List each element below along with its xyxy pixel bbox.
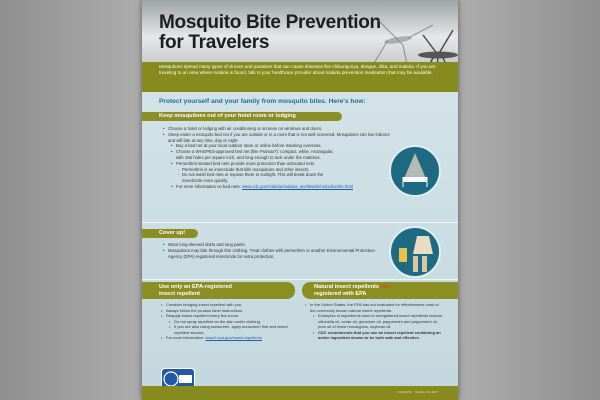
list-item: • For more information: www2.epa.gov/insect-repellents [160, 335, 298, 341]
footer-text: CS123456 October 26, 2017 [397, 390, 438, 394]
list-item: • Choose a hotel or lodging with air conditioning or screens on windows and doors. [162, 126, 392, 132]
list-item: • Buy a bed net at your local outdoor store or online before traveling overseas. [162, 143, 392, 149]
list-item: • Examples of ingredients used in unregistered insect repellents include: citronella oil, cedar oil, geranium oil, peppermint and peppermint oil, pure oil of lemon eucalyptus, soybean oil. [304, 313, 444, 330]
section-heading-lodging: Keep mosquitoes out of your hotel room or lodging [142, 112, 342, 121]
list-item: • Do not spray repellent on the skin under clothing. [160, 319, 298, 325]
section-heading-cover-up: Cover up! [142, 229, 198, 238]
list-item: • Sleep under a mosquito bed net if you are outside or in a room that is not well screened. Mosquitoes can live indoors and will bite at any time, day or night. [162, 132, 392, 144]
list-item: • For more information on bed nets: www.cdc.gov/malaria/malaria_worldwide/reduction/itn.html [162, 184, 392, 190]
clothing-spray-icon [389, 226, 441, 278]
list-item: • Mosquitoes may bite through thin clothing. Treat clothes with permethrin or another Environmental Protection Agency (EPA) registered insecticide for extra protection. [162, 248, 382, 260]
intro-text: Mosquitoes spread many types of viruses and parasites that can cause diseases like chikungunya, dengue, Zika, and malaria. If you are traveling to an area where malaria is found, talk to your healthcare provider about malaria prevention medication that may be available. [142, 62, 458, 92]
list-item: - Permethrin is an insecticide that kills mosquitoes and other insects. [162, 167, 392, 173]
list-item: • Reapply insect repellent every few hours. [160, 313, 298, 319]
list-item: - Do not wash bed nets or expose them to sunlight. This will break down the insecticide more quickly. [162, 172, 342, 184]
list-item: • If you are also using sunscreen, apply sunscreen first and insect repellent second. [160, 324, 298, 335]
list-item: • Permethrin-treated bed nets provide more protection than untreated nets. [162, 161, 392, 167]
bed-nets-link[interactable]: www.cdc.gov/malaria/malaria_worldwide/reduction/itn.html [241, 183, 353, 189]
list-item: • Consider bringing insect repellent with you. [160, 302, 298, 308]
list-item: • Wear long-sleeved shirts and long pants. [162, 242, 382, 248]
protect-heading: Protect yourself and your family from mosquito bites. Here's how: [159, 98, 366, 105]
divider [142, 279, 458, 280]
section-heading-natural-repellents: Natural insect repellents not registered with EPA [302, 282, 458, 299]
bed-net-icon [389, 145, 441, 197]
section-heading-epa-repellent: Use only an EPA-registered insect repellent [142, 282, 295, 299]
flyer [142, 0, 458, 400]
list-item: • CDC recommends that you use an insect repellent containing an active ingredient shown to be both safe and effective. [304, 330, 444, 341]
list-item: • Always follow the product label instructions. [160, 308, 298, 314]
list-item: • In the United States, the EPA has not evaluated for effectiveness most of the commonly known natural insect repellents. [304, 302, 444, 313]
divider [142, 222, 458, 223]
epa-link[interactable]: www2.epa.gov/insect-repellents [205, 335, 262, 340]
page-title: Mosquito Bite Prevention for Travelers [159, 12, 381, 53]
header [142, 0, 458, 62]
list-item: • Choose a WHOPES-approved bed net (like Pramax*): compact, white, rectangular, with 156 holes per square inch, and long enough to tuck under the mattress. [162, 149, 342, 161]
